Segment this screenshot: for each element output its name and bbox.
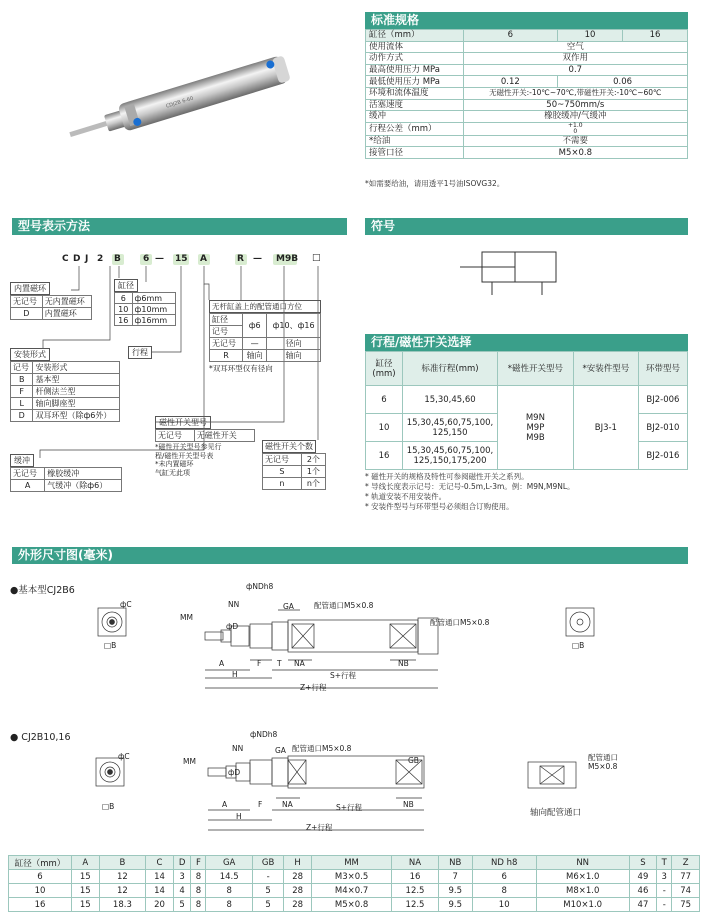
dim-label-na: NA	[294, 659, 305, 668]
select-row: 6 15,30,45,60 M9N M9P M9B BJ3-1 BJ2-006	[366, 386, 688, 414]
dim-cell: 15	[72, 898, 100, 912]
select-row: 10 15,30,45,60,75,100,125,150 BJ2-010	[366, 414, 688, 442]
dim-label-h: H	[232, 670, 238, 679]
dimension-row	[9, 898, 700, 912]
select-notes: * 磁性开关的规格及特性可参阅磁性开关之系列。 * 导线长度表示记号：无记号-0.5m,L-3m。例：M9N,M9NL。 * 轨道安装不用安装件。 * 安装件型号与环带型号必须组合订购使用。	[365, 472, 575, 511]
dim2-label-f: F	[258, 800, 263, 809]
spec-row: 行程公差（mm） +1.0 0	[366, 122, 688, 135]
dim-label-z: Z+行程	[300, 683, 327, 692]
dim-col-header: MM	[311, 856, 391, 870]
dim-col-header: NB	[438, 856, 472, 870]
axial-port-label-2: M5×0.8	[588, 762, 618, 771]
svg-text:CDJ2B 6-60: CDJ2B 6-60	[165, 95, 195, 110]
dim-cell: 46	[629, 884, 657, 898]
dim-label-a: A	[219, 659, 225, 668]
basic-label: ●基本型CJ2B6	[10, 585, 75, 596]
spec-row: 活塞速度 50~750mm/s	[366, 99, 688, 111]
port-head: 无杆缸盖上的配管通口方位	[209, 300, 321, 313]
dim-cell: 28	[284, 898, 312, 912]
spec-row: 最高使用压力 MPa 0.7	[366, 64, 688, 76]
dim-cell: 12	[99, 870, 146, 884]
cylinder-symbol	[460, 250, 570, 310]
dim-col-header: NN	[536, 856, 629, 870]
dim-label-t: T	[277, 659, 282, 668]
dim-cell: M3×0.5	[311, 870, 391, 884]
dim-cell: 47	[629, 898, 657, 912]
dim2-label-port: 配管通口M5×0.8	[292, 744, 352, 753]
spec-note: *如需要给油，请用透平1号油ISOVG32。	[365, 179, 505, 188]
dim-cell: 5	[252, 898, 283, 912]
dim-cell: 14.5	[206, 870, 253, 884]
dim-label-f: F	[257, 659, 262, 668]
stroke-head: 行程	[128, 346, 152, 359]
spec-row: 接管口径 M5×0.8	[366, 147, 688, 159]
dim-cell: 7	[438, 870, 472, 884]
dim-cell: 49	[629, 870, 657, 884]
inner-magnet-head: 内置磁环	[10, 282, 50, 295]
dim-cell: 15	[72, 870, 100, 884]
code-b: B	[114, 254, 121, 264]
dim-label-b1: □B	[104, 641, 117, 650]
dim-cell: M6×1.0	[536, 870, 629, 884]
dim-label-nn: NN	[228, 600, 240, 609]
dims-title-bar: 外形尺寸图(毫米)	[12, 547, 688, 564]
port-box: 无杆缸盖上的配管通口方位 缸径 ф6 ф10、ф16 记号 无记号 — 径向 R 轴向 轴向 *双耳环型仅有径向	[209, 300, 321, 374]
dim-cell: 8	[206, 898, 253, 912]
dim-label-d: фD	[226, 622, 239, 631]
dim-label-nd: фNDh8	[246, 582, 274, 591]
select-title-bar: 行程/磁性开关选择	[365, 334, 688, 351]
bore-head: 缸径	[114, 279, 138, 292]
cushion-box: 缓冲 无记号 橡胶缓冲 A 气缓冲（除ф6）	[10, 454, 122, 492]
dim-cell: M8×1.0	[536, 884, 629, 898]
dim-cell: 8	[206, 884, 253, 898]
code-a: A	[200, 254, 207, 264]
select-h-bore: 缸径(mm)	[366, 352, 403, 386]
dim-cell: -	[657, 898, 672, 912]
dim2-label-h: H	[236, 812, 242, 821]
dim-col-header: T	[657, 856, 672, 870]
dim2-label-b: □B	[102, 802, 115, 811]
spec-title-bar: 标准规格	[365, 12, 688, 29]
dim-label-port1: 配管通口M5×0.8	[314, 601, 374, 610]
dim-cell: 16	[9, 898, 72, 912]
dim-cell: 12	[99, 884, 146, 898]
code-r: R	[237, 254, 244, 264]
tolerance-upper: +1.0	[568, 121, 583, 129]
dim-col-header: H	[284, 856, 312, 870]
dim-col-header: GA	[206, 856, 253, 870]
spec-col-10: 10	[558, 30, 623, 42]
dim-col-header: D	[173, 856, 191, 870]
dim-cell: 6	[9, 870, 72, 884]
dim-label-b2: □B	[572, 641, 585, 650]
dim-cell: 6	[472, 870, 536, 884]
dim-cell: 10	[9, 884, 72, 898]
mount-box: 安装形式 记号 安装形式 B 基本型 F 杆侧法兰型 L 轴向脚座型 D 双耳环型（除ф6外）	[10, 348, 120, 422]
select-h-switch: *磁性开关型号	[498, 352, 574, 386]
spec-col-6: 6	[463, 30, 557, 42]
dim-cell: 3	[173, 870, 191, 884]
select-h-mount: *安装件型号	[573, 352, 638, 386]
dim-cell: -	[657, 884, 672, 898]
code-c: C	[62, 254, 69, 264]
basic-drawing	[0, 560, 708, 720]
spec-table	[365, 29, 688, 159]
dim-cell: 8	[191, 898, 206, 912]
dim-cell: 28	[284, 870, 312, 884]
dim2-label-gb: GB	[408, 756, 419, 765]
dim-label-ga: GA	[283, 602, 294, 611]
dim-cell: 3	[657, 870, 672, 884]
dim2-label-mm: MM	[183, 757, 196, 766]
dim-cell: 4	[173, 884, 191, 898]
cj2b10-label: ● CJ2B10,16	[10, 732, 71, 743]
dim-col-header: Z	[672, 856, 700, 870]
dim-cell: 8	[191, 870, 206, 884]
axial-port-label-1: 配管通口	[588, 753, 618, 762]
dim2-label-nb: NB	[403, 800, 414, 809]
dim-cell: 8	[472, 884, 536, 898]
dim-label-s: S+行程	[330, 671, 357, 680]
tolerance-lower: 0	[573, 127, 578, 135]
code-6: 6	[143, 254, 150, 264]
dim-col-header: B	[99, 856, 146, 870]
port-note: *双耳环型仅有径向	[209, 364, 273, 373]
model-title-bar: 型号表示方法	[12, 218, 347, 235]
spec-row: 动作方式 双作用	[366, 53, 688, 65]
dim-cell: 16	[392, 870, 439, 884]
dim-cell: -	[252, 870, 283, 884]
dim-col-header: C	[146, 856, 174, 870]
dim-cell: 14	[146, 884, 174, 898]
dim-cell: 15	[72, 884, 100, 898]
code-dash2: —	[253, 254, 262, 264]
select-row: 16 15,30,45,60,75,100,125,150,175,200 BJ2-016	[366, 442, 688, 470]
cushion-head: 缓冲	[10, 454, 34, 467]
switch-count-head: 磁性开关个数	[262, 440, 316, 453]
code-box: □	[312, 253, 321, 263]
dim-cell: 10	[472, 898, 536, 912]
dim-cell: M5×0.8	[311, 898, 391, 912]
inner-magnet-box: 内置磁环 无记号 无内置磁环 D 内置磁环	[10, 282, 92, 320]
dim-cell: 12.5	[392, 884, 439, 898]
dim-cell: 5	[173, 898, 191, 912]
dim-cell: 9.5	[438, 884, 472, 898]
dim-cell: 9.5	[438, 898, 472, 912]
axial-view-label: 轴向配管通口	[530, 808, 582, 818]
dim-col-header: 缸径（mm）	[9, 856, 72, 870]
dimension-header-row	[9, 856, 700, 870]
dim-cell: 8	[191, 884, 206, 898]
mount-head: 安装形式	[10, 348, 50, 361]
select-h-band: 环带型号	[638, 352, 687, 386]
dim2-label-ga: GA	[275, 746, 286, 755]
dim2-label-c: фC	[118, 752, 130, 761]
dim2-label-nn: NN	[232, 744, 244, 753]
dim-col-header: S	[629, 856, 657, 870]
dim-col-header: NA	[392, 856, 439, 870]
dim-cell: 12.5	[392, 898, 439, 912]
dim-col-header: A	[72, 856, 100, 870]
code-j: J	[85, 254, 89, 264]
dim-cell: 75	[672, 898, 700, 912]
dim-cell: 28	[284, 884, 312, 898]
dim-label-c1: фC	[120, 600, 132, 609]
dim-label-nb: NB	[398, 659, 409, 668]
spec-header-row	[366, 30, 688, 42]
code-15: 15	[175, 254, 188, 264]
dim-label-mm: MM	[180, 613, 193, 622]
spec-row: *给油 不需要	[366, 135, 688, 147]
dim-col-header: ND h8	[472, 856, 536, 870]
dim2-label-na: NA	[282, 800, 293, 809]
switch-head: 磁性开关型号	[155, 416, 211, 429]
spec-col-16: 16	[623, 30, 688, 42]
dim-col-header: GB	[252, 856, 283, 870]
dim-cell: 20	[146, 898, 174, 912]
dim-cell: M4×0.7	[311, 884, 391, 898]
spec-row: 使用流体 空气	[366, 41, 688, 53]
dim-cell: 14	[146, 870, 174, 884]
spec-row: 环境和流体温度 无磁性开关:-10℃~70℃,带磁性开关:-10℃~60℃	[366, 87, 688, 99]
dim-cell: 74	[672, 884, 700, 898]
cj2b10-drawing	[0, 730, 708, 840]
dim-cell: M10×1.0	[536, 898, 629, 912]
code-m9b: M9B	[276, 254, 299, 264]
spec-row: 最低使用压力 MPa 0.12 0.06	[366, 76, 688, 88]
dim-label-port2: 配管通口M5×0.8	[430, 618, 490, 627]
switch-box: 磁性开关型号 无记号 无磁性开关 *磁性开关型号参见行 程/磁性开关型号表 *未内置磁环 气缸无此项	[155, 416, 255, 477]
dimension-table	[8, 855, 700, 912]
code-dash: —	[155, 254, 164, 264]
spec-row: 缓冲 橡胶缓冲/气缓冲	[366, 111, 688, 123]
dim-cell: 77	[672, 870, 700, 884]
dim2-label-s: S+行程	[336, 803, 363, 812]
dimension-row	[9, 870, 700, 884]
dim-cell: 18.3	[99, 898, 146, 912]
dim2-label-z: Z+行程	[306, 823, 333, 832]
code-d: D	[73, 254, 81, 264]
dim2-label-nd: фNDh8	[250, 730, 278, 739]
dim2-label-d: фD	[228, 768, 241, 777]
symbol-title-bar: 符号	[365, 218, 688, 235]
bore-box: 缸径 6 ф6mm 10 ф10mm 16 ф16mm	[114, 279, 176, 326]
spec-header-label: 缸径（mm）	[366, 30, 464, 42]
dim-cell: 5	[252, 884, 283, 898]
select-h-stroke: 标准行程(mm)	[403, 352, 498, 386]
dim-col-header: F	[191, 856, 206, 870]
switch-count-box: 磁性开关个数 无记号 2个 S 1个 n n个	[262, 440, 326, 490]
dim2-label-a: A	[222, 800, 228, 809]
select-table	[365, 351, 688, 470]
code-2: 2	[97, 254, 104, 264]
dimension-row	[9, 884, 700, 898]
